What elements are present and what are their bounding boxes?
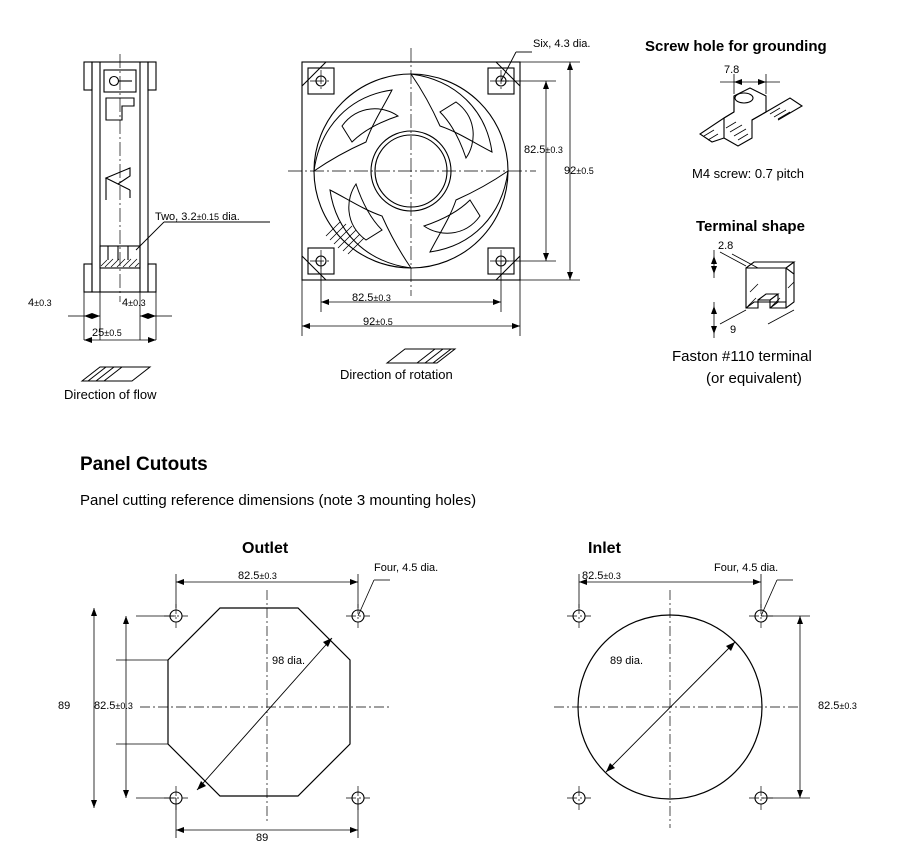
panel-cutouts-heading: Panel Cutouts — [80, 454, 208, 475]
front-view-drawing — [280, 40, 600, 340]
inlet-drawing — [470, 560, 870, 850]
terminal-heading: Terminal shape — [696, 218, 805, 235]
inlet-title: Inlet — [588, 540, 621, 557]
outlet-title: Outlet — [242, 540, 289, 557]
front-view-horizontal-pitch-dim: 82.5±0.3 — [352, 292, 391, 304]
side-view-left-margin-dim: 4±0.3 — [28, 297, 52, 309]
front-view-six-holes-callout: Six, 4.3 dia. — [533, 38, 591, 50]
grounding-drawing — [690, 72, 850, 162]
terminal-note-line1: Faston #110 terminal — [672, 348, 812, 365]
terminal-svg — [700, 248, 860, 348]
front-view-vertical-pitch-dim: 82.5±0.3 — [524, 144, 563, 156]
side-view-two-holes-callout: Two, 3.2±0.15 dia. — [155, 211, 240, 223]
direction-of-rotation-label: Direction of rotation — [340, 367, 453, 382]
front-view-width-dim: 92±0.5 — [363, 316, 393, 328]
side-view-drawing — [60, 50, 290, 410]
grounding-heading: Screw hole for grounding — [645, 38, 827, 55]
inlet-diameter-dim: 89 dia. — [610, 655, 644, 667]
side-view-right-margin-dim: 4±0.3 — [122, 297, 146, 309]
grounding-note: M4 screw: 0.7 pitch — [692, 166, 804, 181]
side-view-svg — [60, 50, 290, 410]
inlet-top-dim: 82.5±0.3 — [582, 570, 621, 582]
direction-of-flow-label: Direction of flow — [64, 387, 157, 402]
inlet-right-dim: 82.5±0.3 — [818, 700, 857, 712]
outlet-left-outer-dim: 89 — [58, 700, 71, 712]
panel-cutouts-subheading: Panel cutting reference dimensions (note 3 mounting holes) — [80, 492, 477, 509]
grounding-dim: 7.8 — [724, 64, 740, 76]
direction-of-rotation-symbol — [383, 345, 463, 365]
outlet-bottom-dim: 89 — [256, 832, 269, 844]
outlet-diameter-dim: 98 dia. — [272, 655, 306, 667]
front-view-height-dim: 92±0.5 — [564, 165, 594, 177]
side-view-depth-dim: 25±0.5 — [92, 327, 122, 339]
terminal-bottom-dim: 9 — [730, 324, 737, 336]
front-view-svg — [280, 40, 600, 340]
outlet-holes-callout: Four, 4.5 dia. — [374, 562, 439, 574]
outlet-left-inner-dim: 82.5±0.3 — [94, 700, 133, 712]
inlet-holes-callout: Four, 4.5 dia. — [714, 562, 779, 574]
direction-of-flow-symbol — [78, 363, 158, 383]
inlet-svg — [470, 560, 870, 850]
terminal-drawing — [700, 248, 860, 348]
grounding-svg — [690, 72, 850, 162]
outlet-top-dim: 82.5±0.3 — [238, 570, 277, 582]
terminal-top-dim: 2.8 — [718, 240, 734, 252]
terminal-note-line2: (or equivalent) — [706, 370, 802, 387]
